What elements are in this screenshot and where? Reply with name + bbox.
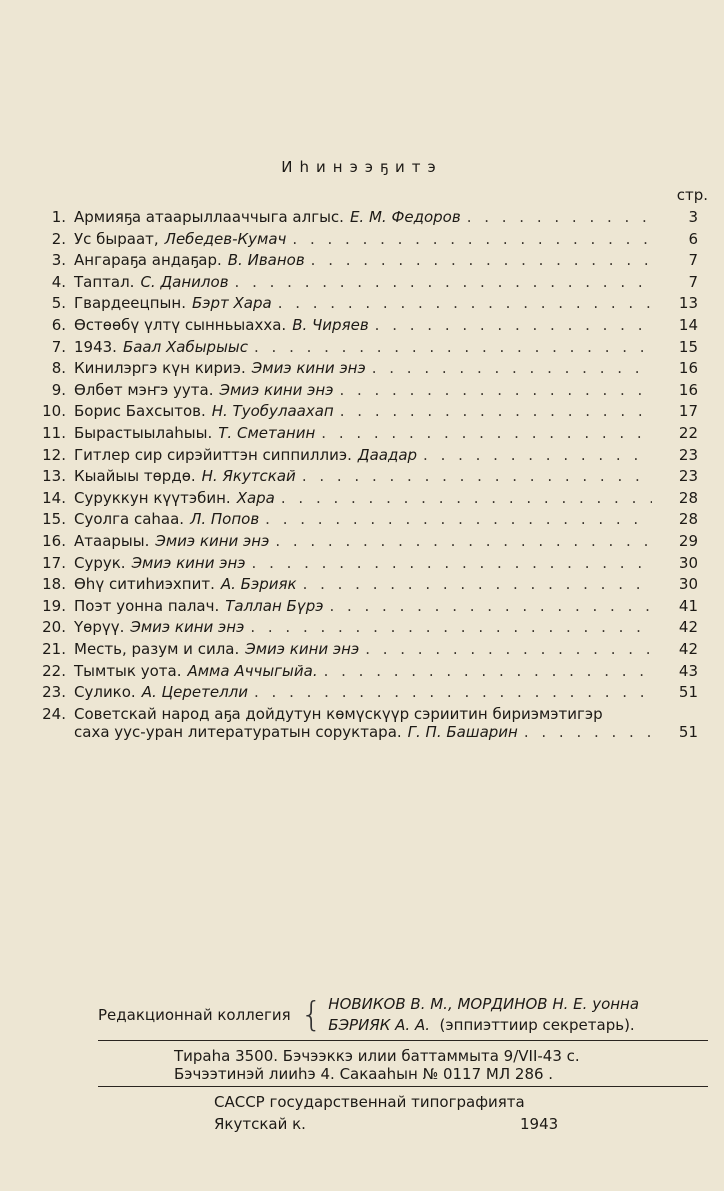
entry-number: 15. [42, 510, 66, 529]
leader-dots [311, 251, 652, 269]
leader-dots [329, 597, 652, 615]
entry-page: 51 [678, 722, 698, 741]
leader-dots [365, 640, 652, 658]
entry-page: 28 [678, 488, 698, 507]
press-name: САССР государственнай типографията [214, 1093, 525, 1111]
entry-number: 1. [51, 208, 66, 226]
entry-number: 16. [42, 532, 66, 550]
entry-title: Поэт уонна палач. [74, 596, 220, 615]
entry-number: 3. [51, 251, 66, 270]
toc-entry [0, 467, 724, 489]
toc-entry [0, 273, 724, 295]
leader-dots [375, 316, 652, 334]
entry-author: С. Данилов [140, 272, 229, 291]
entry-number: 12. [42, 445, 66, 464]
entry-page: 17 [678, 402, 698, 421]
entry-author: В. Чиряев [292, 316, 369, 334]
editorial-members [328, 994, 639, 1036]
entry-author: А. Бэрияк [220, 575, 297, 594]
entry-page: 14 [678, 316, 698, 334]
brace-icon: { [300, 995, 323, 1035]
entry-title: Тымтык уота. [74, 661, 182, 680]
members-line-2-role: (эппиэттиир секретарь). [439, 1016, 635, 1034]
entry-title: Суолга саһаа. [74, 510, 185, 529]
leader-dots [254, 338, 652, 356]
entry-title-line-2: саха уус-уран литературатын соруктара. [74, 722, 402, 741]
toc-entry [0, 662, 724, 684]
leader-dots [467, 208, 652, 226]
entry-page: 22 [678, 424, 698, 442]
entry-title: Атаарыы. [74, 532, 150, 550]
entry-number: 11. [42, 424, 66, 442]
entry-page: 15 [678, 337, 698, 356]
entry-number: 2. [51, 229, 66, 248]
leader-dots [302, 467, 652, 485]
leader-dots [340, 402, 652, 420]
members-line-1: НОВИКОВ В. М., МОРДИНОВ Н. Е. уонна [328, 995, 640, 1013]
entry-number: 23. [42, 683, 66, 702]
members-line-2-name: БЭРИЯК А. А. [328, 1016, 430, 1034]
entry-number: 13. [42, 467, 66, 486]
entry-number: 5. [51, 294, 66, 313]
entry-title: Ангараҕа андаҕар. [74, 251, 222, 270]
toc-entry [0, 402, 724, 424]
entry-number: 17. [42, 553, 66, 572]
entry-number: 10. [42, 402, 66, 421]
divider [98, 1040, 708, 1041]
entry-number: 18. [42, 575, 66, 594]
toc-entry [0, 618, 724, 640]
entry-page: 42 [678, 640, 698, 658]
toc-entry [0, 705, 724, 749]
entry-author: А. Церетелли [141, 683, 249, 702]
entry-page: 42 [678, 618, 698, 637]
leader-dots [321, 424, 652, 442]
contents-heading: Иһинээҕитэ [281, 158, 443, 176]
entry-number: 9. [51, 380, 66, 399]
toc-entry [0, 532, 724, 554]
entry-number: 20. [42, 618, 66, 637]
entry-number: 7. [51, 337, 66, 356]
divider [98, 1086, 708, 1087]
entry-page: 7 [688, 272, 698, 291]
entry-number: 4. [51, 272, 66, 291]
editorial-label: Редакционнай коллегия [98, 1006, 291, 1024]
leader-dots [278, 294, 652, 312]
entry-title-line-1: Советскай народ аҕа дойдутун көмүскүүр сэриитин бириэмэтигэр [74, 704, 603, 723]
entry-page: 41 [678, 596, 698, 615]
leader-dots [281, 489, 652, 507]
entry-title: Таптал. [74, 272, 135, 291]
entry-number: 19. [42, 596, 66, 615]
toc-entry [0, 359, 724, 381]
leader-dots [250, 618, 652, 636]
entry-number: 24. [42, 704, 66, 723]
entry-title: Гитлер сир сирэйиттэн сиппиллиэ. [74, 445, 352, 464]
entry-author: Эмиэ кини энэ [251, 359, 366, 378]
entry-author: Эмиэ кини энэ [155, 532, 270, 550]
toc-entry [0, 640, 724, 662]
entry-title: Өһү ситиһиэхпит. [74, 575, 215, 594]
entry-page: 23 [678, 445, 698, 464]
entry-author: Хара [236, 488, 275, 507]
entry-title: Ус быраат, [74, 229, 159, 248]
entry-title: Кыайыы төрдө. [74, 467, 196, 486]
toc-entry [0, 381, 724, 403]
entry-title: Сулико. [74, 683, 136, 702]
entry-title: Суруккун күүтэбин. [74, 488, 231, 507]
entry-page: 30 [678, 575, 698, 594]
entry-page: 43 [678, 661, 698, 680]
entry-page: 13 [678, 294, 698, 313]
entry-author: Эмиэ кини энэ [130, 618, 245, 637]
toc-entry [0, 316, 724, 338]
entry-title: Үөрүү. [74, 618, 125, 637]
entry-title: Кинилэргэ күн кириэ. [74, 359, 246, 378]
entry-page: 16 [678, 380, 698, 399]
entry-author: Е. М. Федоров [349, 208, 461, 226]
page-column-label: стр. [676, 186, 708, 204]
year: 1943 [520, 1115, 559, 1133]
leader-dots [339, 381, 652, 399]
entry-number: 8. [51, 359, 66, 378]
entry-number: 14. [42, 488, 66, 507]
entry-number: 22. [42, 661, 66, 680]
toc-entry [0, 230, 724, 252]
toc-entry [0, 294, 724, 316]
entry-page: 23 [678, 467, 698, 486]
toc-entry [0, 424, 724, 446]
leader-dots [254, 683, 652, 701]
leader-dots [235, 273, 652, 291]
entry-author: Эмиэ кини энэ [245, 640, 360, 658]
leader-dots [324, 662, 652, 680]
entry-title: Сурук. [74, 553, 126, 572]
entry-page: 16 [678, 359, 698, 378]
entry-page: 28 [678, 510, 698, 529]
entry-title: 1943. [74, 337, 117, 356]
leader-dots [265, 510, 652, 528]
imprint-line-2: Бэчээтинэй лииһэ 4. Сакааһын № 0117 МЛ 286 . [174, 1065, 554, 1083]
toc-entry [0, 208, 724, 230]
leader-dots [372, 359, 652, 377]
toc-entry [0, 510, 724, 532]
entry-title: Өстөөбү үлтү сынньыахха. [74, 316, 287, 334]
toc-entry [0, 554, 724, 576]
entry-author: Бэрт Хара [191, 294, 272, 313]
entry-page: 7 [688, 251, 698, 270]
entry-author: Л. Попов [190, 510, 260, 529]
entry-number: 21. [42, 640, 66, 658]
city: Якутскай к. [214, 1115, 306, 1133]
entry-author: В. Иванов [227, 251, 305, 270]
entry-author: Т. Сметанин [218, 424, 316, 442]
toc-entry [0, 489, 724, 511]
entry-page: 3 [688, 208, 698, 226]
entry-author: Лебедев-Кумач [164, 229, 287, 248]
entry-author: Эмиэ кини энэ [219, 380, 334, 399]
leader-dots [303, 575, 652, 593]
leader-dots [524, 723, 652, 741]
entry-author: Даадар [357, 445, 418, 464]
entry-title: Гвардеецпын. [74, 294, 186, 313]
imprint-line-1: Тираһа 3500. Бэчээккэ илии баттаммыта 9/VII-43 с. [174, 1047, 580, 1065]
entry-page: 51 [678, 683, 698, 702]
entry-author: Таллан Бүрэ [225, 596, 324, 615]
leader-dots [423, 446, 652, 464]
toc-entry [0, 597, 724, 619]
toc-entry [0, 251, 724, 273]
entry-author: Н. Якутскай [201, 467, 296, 486]
editorial-board [98, 994, 639, 1036]
leader-dots [252, 554, 652, 572]
toc-entry [0, 683, 724, 705]
leader-dots [275, 532, 652, 550]
entry-title: Армияҕа атаарыллааччыга алгыс. [74, 208, 344, 226]
entry-page: 30 [678, 553, 698, 572]
entry-number: 6. [51, 316, 66, 334]
entry-author: Амма Аччыгыйа. [187, 661, 318, 680]
entry-title: Өлбөт мэҥэ уута. [74, 380, 214, 399]
entry-page: 6 [688, 229, 698, 248]
entry-author: Н. Туобулаахап [211, 402, 334, 421]
toc-entry [0, 338, 724, 360]
entry-title: Месть, разум и сила. [74, 640, 240, 658]
entry-title: Бырастыылаһыы. [74, 424, 213, 442]
entry-title: Борис Бахсытов. [74, 402, 206, 421]
leader-dots [292, 230, 652, 248]
entry-author: Эмиэ кини энэ [131, 553, 246, 572]
entry-author: Г. П. Башарин [407, 722, 518, 741]
entry-author: Баал Хабырыыс [122, 337, 248, 356]
toc-entry [0, 575, 724, 597]
entry-page: 29 [678, 532, 698, 550]
toc-entry [0, 446, 724, 468]
